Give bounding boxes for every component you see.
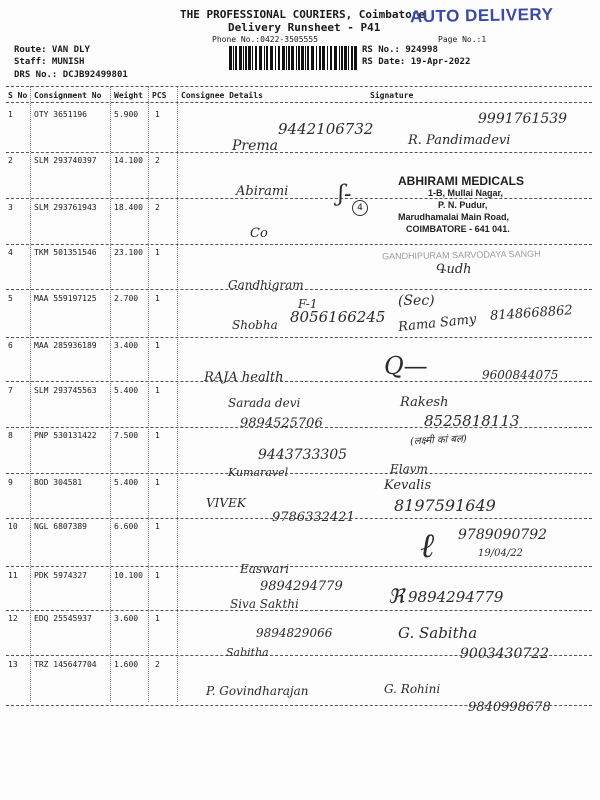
col-sno: S No <box>8 91 28 100</box>
row-sno: 1 <box>8 110 13 119</box>
handwritten-phone: 9003430722 <box>460 646 550 662</box>
consignment-number: SLM 293740397 <box>34 156 97 165</box>
row-pcs: 1 <box>155 110 160 119</box>
row-divider <box>6 566 592 567</box>
col-signature: Signature <box>370 91 414 100</box>
handwritten-name: Co <box>250 226 268 241</box>
handwritten-phone: 9894294779 <box>260 579 343 594</box>
row-pcs: 1 <box>155 294 160 303</box>
stamp-name: ABHIRAMI MEDICALS <box>398 174 524 188</box>
handwritten-phone: 8525818113 <box>424 412 520 430</box>
barcode <box>229 46 357 70</box>
row-divider <box>6 152 592 153</box>
row-weight: 10.100 <box>114 571 143 580</box>
row-pcs: 1 <box>155 571 160 580</box>
row-sno: 7 <box>8 386 13 395</box>
handwritten-phone: 9894525706 <box>240 416 323 431</box>
signature: Kevalis <box>384 478 432 493</box>
signature: Rama Samy <box>397 311 477 336</box>
handwritten-phone: 9786332421 <box>272 510 355 525</box>
handwritten-name: RAJA health <box>204 370 284 385</box>
consignment-number: NGL 6807389 <box>34 522 87 531</box>
col-pcs: PCS <box>152 91 167 100</box>
staff-label: Staff: MUNISH <box>14 57 85 67</box>
row-weight: 5.400 <box>114 478 139 487</box>
handwritten-phone: 9894294779 <box>408 588 504 606</box>
row-sno: 11 <box>8 571 18 580</box>
signature: ℜ <box>388 584 405 608</box>
row-sno: 6 <box>8 341 13 350</box>
signature: ℓ <box>420 526 435 566</box>
header-top-rule <box>6 86 592 87</box>
row-sno: 10 <box>8 522 18 531</box>
handwritten-phone: 9600844075 <box>482 368 559 382</box>
rs-number: RS No.: 924998 <box>362 45 438 55</box>
row-weight: 23.100 <box>114 248 143 257</box>
row-sno: 2 <box>8 156 13 165</box>
stamp-address: COIMBATORE - 641 041. <box>406 224 510 234</box>
handwritten-name: Prema <box>232 138 279 154</box>
handwritten-name: Sarada devi <box>228 396 301 410</box>
handwritten-phone: 8148668862 <box>489 303 574 324</box>
stamp-address: P. N. Pudur, <box>438 200 488 210</box>
row-weight: 7.500 <box>114 431 139 440</box>
handwritten-note: (लक्ष्मी कां बल) <box>409 433 468 448</box>
stamp-address: Marudhamalai Main Road, <box>398 212 510 222</box>
drs-number: DRS No.: DCJB92499801 <box>14 70 128 80</box>
phone-number: Phone No.:0422-3505555 <box>212 35 318 44</box>
handwritten-name: Kumaravel <box>228 466 289 479</box>
handwritten-note: F-1 <box>298 297 318 311</box>
sarvodaya-stamp: GANDHIPURAM SARVODAYA SANGH <box>381 248 541 262</box>
row-weight: 2.700 <box>114 294 139 303</box>
handwritten-phone: 9840998678 <box>468 700 551 715</box>
auto-delivery-stamp: AUTO DELIVERY <box>409 4 554 27</box>
row-weight: 5.900 <box>114 110 139 119</box>
row-divider <box>6 610 592 611</box>
row-pcs: 1 <box>155 248 160 257</box>
page-number: Page No.:1 <box>438 35 487 44</box>
signature: Գudh <box>436 262 472 277</box>
row-divider <box>6 244 592 245</box>
handwritten-name: Shobha <box>232 318 278 332</box>
signature: Q— <box>384 352 428 380</box>
row-weight: 18.400 <box>114 203 143 212</box>
row-divider <box>6 337 592 338</box>
row-weight: 6.600 <box>114 522 139 531</box>
row-pcs: 2 <box>155 203 160 212</box>
signature-mark: ʃ- <box>338 182 352 207</box>
signature: Rakesh <box>400 395 449 410</box>
row-pcs: 1 <box>155 341 160 350</box>
row-sno: 5 <box>8 294 13 303</box>
handwritten-name: Easwari <box>240 562 290 576</box>
handwritten-name: P. Govindharajan <box>206 684 309 698</box>
handwritten-phone: 9443733305 <box>258 447 348 463</box>
row-pcs: 1 <box>155 386 160 395</box>
signature: G. Rohini <box>384 682 441 696</box>
handwritten-name: Gandhigram <box>228 278 304 292</box>
row-weight: 3.600 <box>114 614 139 623</box>
row-pcs: 2 <box>155 660 160 669</box>
consignment-number: OTY 3651196 <box>34 110 87 119</box>
medical-shop-stamp <box>378 170 568 240</box>
handwritten-phone: 9789090792 <box>458 527 548 543</box>
handwritten-phone: 9894829066 <box>256 626 333 640</box>
row-weight: 3.400 <box>114 341 139 350</box>
rs-date: RS Date: 19-Apr-2022 <box>362 57 471 67</box>
consignment-number: PNP 530131422 <box>34 431 97 440</box>
handwritten-name: VIVEK <box>206 496 246 510</box>
handwritten-phone: 9991761539 <box>478 111 568 127</box>
handwritten-date: 19/04/22 <box>478 548 523 559</box>
row-pcs: 1 <box>155 522 160 531</box>
handwritten-name: Siva Sakthi <box>230 597 299 611</box>
handwritten-name: Abirami <box>236 184 289 199</box>
col-consignee: Consignee Details <box>181 91 263 100</box>
consignment-number: BOD 304581 <box>34 478 83 487</box>
row-weight: 1.600 <box>114 660 139 669</box>
handwritten-name: Sabitha <box>226 646 269 659</box>
signature: Elavm <box>390 462 428 476</box>
row-pcs: 1 <box>155 431 160 440</box>
company-title: THE PROFESSIONAL COURIERS, Coimbatore <box>180 8 426 21</box>
handwritten-phone: 8197591649 <box>394 496 496 515</box>
row-sno: 3 <box>8 203 13 212</box>
circled-mark: 4 <box>352 200 368 216</box>
handwritten-phone: 8056166245 <box>290 308 386 326</box>
row-sno: 9 <box>8 478 13 487</box>
handwritten-note: (Sec) <box>398 293 435 309</box>
handwritten-phone: 9442106732 <box>278 120 374 138</box>
row-pcs: 2 <box>155 156 160 165</box>
signature: G. Sabitha <box>398 624 478 642</box>
col-consignment: Consignment No <box>34 91 102 100</box>
consignment-number: EDQ 25545937 <box>34 614 92 623</box>
consignment-number: PDK 5974327 <box>34 571 87 580</box>
row-pcs: 1 <box>155 478 160 487</box>
row-sno: 4 <box>8 248 13 257</box>
consignment-number: MAA 285936189 <box>34 341 97 350</box>
consignment-number: TRZ 145647704 <box>34 660 97 669</box>
row-weight: 14.100 <box>114 156 143 165</box>
consignment-number: SLM 293761943 <box>34 203 97 212</box>
consignment-number: TKM 501351546 <box>34 248 97 257</box>
row-sno: 12 <box>8 614 18 623</box>
row-weight: 5.400 <box>114 386 139 395</box>
row-sno: 8 <box>8 431 13 440</box>
signature: R. Pandimadevi <box>408 133 511 148</box>
stamp-address: 1-B, Mullai Nagar, <box>428 188 504 198</box>
consignment-number: SLM 293745563 <box>34 386 97 395</box>
header-bottom-rule <box>6 102 592 103</box>
col-weight: Weight <box>114 91 143 100</box>
row-divider <box>6 473 592 474</box>
row-pcs: 1 <box>155 614 160 623</box>
consignment-number: MAA 559197125 <box>34 294 97 303</box>
runsheet-title: Delivery Runsheet - P41 <box>228 21 381 34</box>
route-label: Route: VAN DLY <box>14 45 90 55</box>
row-sno: 13 <box>8 660 18 669</box>
